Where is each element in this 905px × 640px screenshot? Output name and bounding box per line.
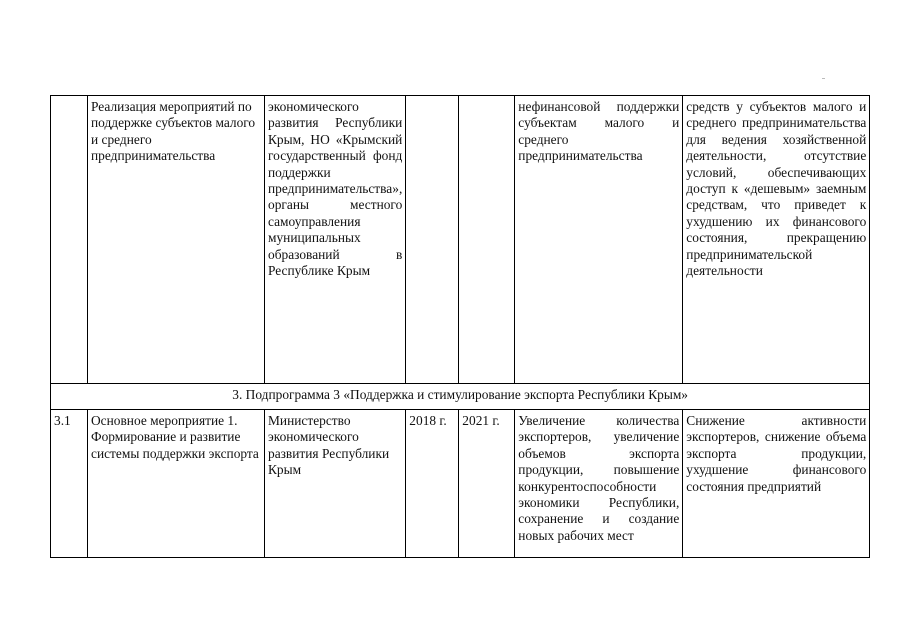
cell-consequences: средств у субъектов малого и среднего предпринимательства для ведения хозяйственной деятельности, отсутствие условий, обеспечивающих доступ к «дешевым» заемным средствам, что приведет к ухудшению их финансового состояния, прекращению предпринимательской деятельности xyxy=(683,96,870,384)
table-row-continued xyxy=(51,96,870,384)
cell-start: 2018 г. xyxy=(406,410,459,558)
cell-number: 3.1 xyxy=(51,410,88,558)
executor-text: экономического развития Республики Крым, НО «Крымский государственный фонд поддержки предпринимательства», органы местного самоуправления муниципальных образований в Республике Крым xyxy=(268,99,403,279)
cell-activity: Реализация мероприятий по поддержке субъектов малого и среднего предпринимательства xyxy=(88,96,265,384)
cell-end xyxy=(459,96,515,384)
subprogram-heading: 3. Подпрограмма 3 «Поддержка и стимулирование экспорта Республики Крым» xyxy=(51,384,870,410)
subprogram-heading-row xyxy=(51,384,870,410)
table-row xyxy=(51,410,870,558)
cell-result: Увеличение количества экспортеров, увеличение объемов экспорта продукции, повышение конкурентоспособности экономики Республики, сохранение и создание новых рабочих мест xyxy=(515,410,683,558)
cell-consequences: Снижение активности экспортеров, снижение объема экспорта продукции, ухудшение финансового состояния предприятий xyxy=(683,410,870,558)
cell-end: 2021 г. xyxy=(459,410,515,558)
cell-result: нефинансовой поддержки субъектам малого и среднего предпринимательства xyxy=(515,96,683,384)
page-mark xyxy=(822,78,825,79)
cell-activity: Основное мероприятие 1. Формирование и развитие системы поддержки экспорта xyxy=(88,410,265,558)
cell-start xyxy=(406,96,459,384)
cell-executor: Министерство экономического развития Республики Крым xyxy=(265,410,406,558)
activities-table xyxy=(50,95,870,558)
cell-executor xyxy=(265,96,406,384)
cell-number xyxy=(51,96,88,384)
